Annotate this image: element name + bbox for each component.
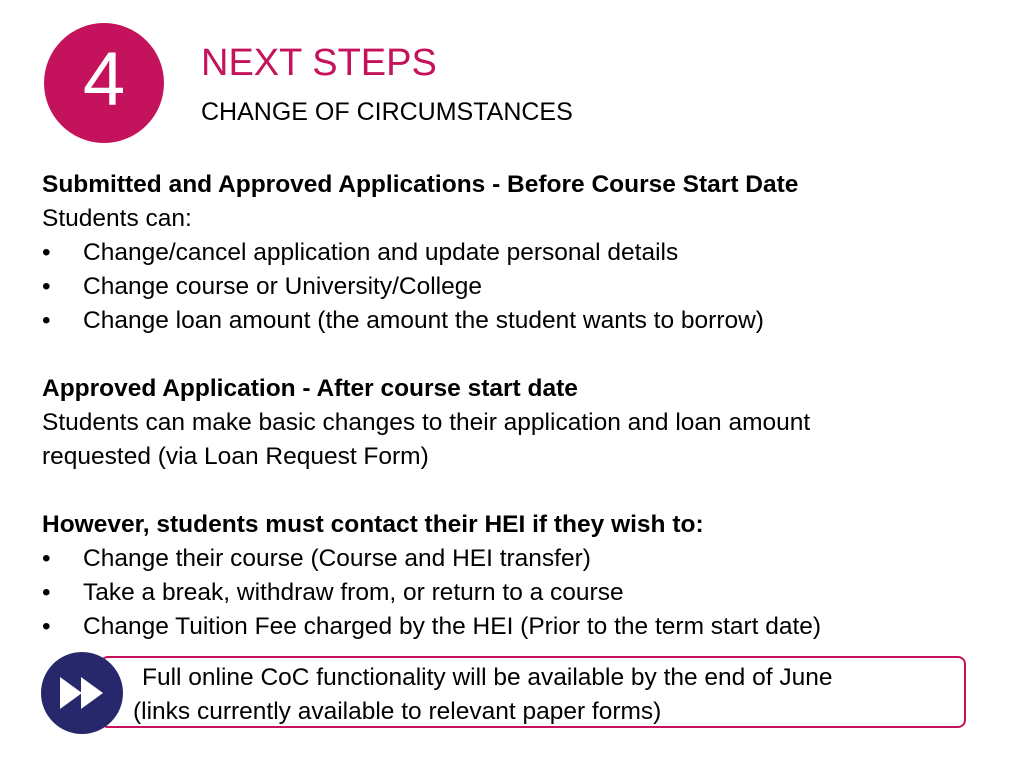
section-after-start [42,372,1002,474]
list-item [42,576,1002,610]
section-intro: Students can: [42,205,192,232]
bullet-marker: • [42,579,51,606]
bullet-marker: • [42,307,51,334]
step-number: 4 [82,37,126,122]
fast-forward-icon [54,673,110,713]
fast-forward-button[interactable] [41,652,123,734]
bullet-marker: • [42,545,51,572]
section-heading: Approved Application - After course start date [42,375,578,402]
bullet-marker: • [42,613,51,640]
list-item [42,304,1002,338]
section-heading: Submitted and Approved Applications - Before Course Start Date [42,171,799,198]
note-text [133,661,953,729]
section-body: requested (via Loan Request Form) [42,443,429,470]
page-subtitle: CHANGE OF CIRCUMSTANCES [201,98,573,126]
note-line: Full online CoC functionality will be available by the end of June [142,664,833,691]
section-before-start [42,168,1002,338]
section-contact-hei [42,508,1002,644]
list-item [42,236,1002,270]
list-item [42,542,1002,576]
list-item-text: Change their course (Course and HEI transfer) [83,545,591,572]
slide-content [42,168,1002,644]
list-item-text: Take a break, withdraw from, or return to a course [83,579,624,606]
list-item-text: Change Tuition Fee charged by the HEI (Prior to the term start date) [83,613,822,640]
bullet-marker: • [42,273,51,300]
note-line: (links currently available to relevant paper forms) [133,698,662,725]
step-number-badge [44,23,164,143]
section-body: Students can make basic changes to their application and loan amount [42,409,811,436]
page-title: NEXT STEPS [201,42,437,84]
list-item-text: Change/cancel application and update personal details [83,239,679,266]
bullet-marker: • [42,239,51,266]
list-item [42,270,1002,304]
list-item-text: Change course or University/College [83,273,482,300]
list-item [42,610,1002,644]
section-heading: However, students must contact their HEI if they wish to: [42,511,704,538]
list-item-text: Change loan amount (the amount the student wants to borrow) [83,307,764,334]
